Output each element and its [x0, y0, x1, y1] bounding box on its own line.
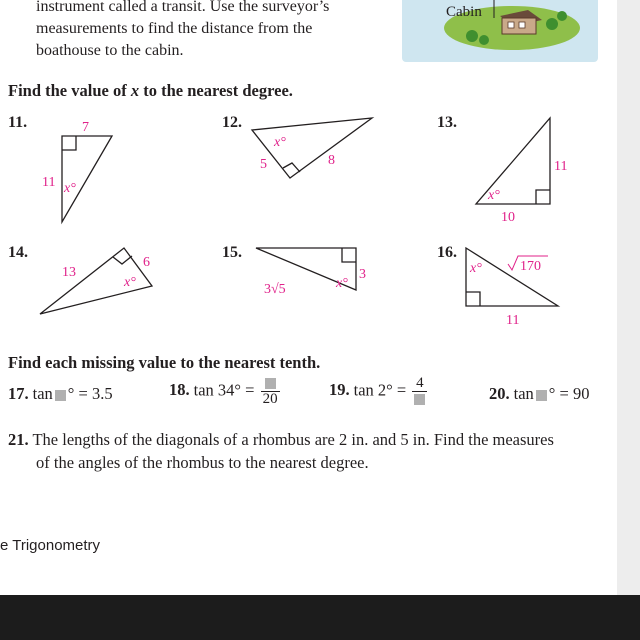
page-edge [617, 0, 640, 595]
blank-box [55, 390, 66, 401]
p17-post: ° = 3.5 [67, 384, 113, 403]
problem-number-15: 15. [222, 244, 242, 261]
chapter-footer: e Trigonometry [0, 537, 101, 554]
label-13-right: 11 [554, 159, 568, 174]
right-angle-marker [113, 256, 132, 264]
p20-pre: tan [513, 384, 534, 403]
problem-number-21: 21. [8, 430, 29, 449]
label-15-bottom: 3√5 [264, 282, 286, 297]
p21-line-2: of the angles of the rhombus to the nearest degree. [36, 453, 369, 472]
p18-denominator: 20 [262, 391, 278, 407]
p19-pre: tan 2° = [353, 380, 407, 400]
label-15-angle: x° [336, 276, 348, 291]
problem-number-14: 14. [8, 244, 28, 261]
triangle-11-shape [62, 136, 112, 222]
label-16-hyp-radical [508, 256, 548, 274]
problem-number-20: 20. [489, 384, 510, 403]
label-14-right: 6 [143, 255, 150, 270]
cabin-label: Cabin [446, 4, 482, 20]
label-16-hyp: 170 [520, 259, 541, 274]
label-11-left: 11 [42, 175, 56, 190]
label-14-angle: x° [124, 275, 136, 290]
problem-21 [8, 428, 638, 474]
heading-text: to the nearest degree. [139, 81, 293, 100]
p18-pre: tan 34° = [193, 380, 255, 400]
problem-number-16: 16. [437, 244, 457, 261]
p19-fraction [412, 376, 427, 407]
right-angle-marker [466, 292, 480, 306]
label-13-bottom: 10 [501, 210, 515, 225]
triangle-11 [62, 136, 112, 222]
blank-box [265, 378, 276, 389]
label-12-angle: x° [274, 135, 286, 150]
intro-line-1: instrument called a transit. Use the surveyor’s [36, 0, 330, 15]
p17-pre: tan [32, 384, 53, 403]
problem-19 [329, 376, 429, 407]
triangle-12-shape [252, 118, 372, 178]
p18-fraction [261, 376, 280, 407]
bottom-bar [0, 595, 640, 640]
right-angle-marker [536, 190, 550, 204]
label-12-right: 8 [328, 153, 335, 168]
problem-17 [8, 384, 113, 404]
heading-variable: x [130, 81, 140, 100]
label-11-top: 7 [82, 120, 89, 135]
problem-18 [169, 376, 282, 407]
blank-box [414, 394, 425, 405]
triangle-16 [466, 248, 558, 306]
label-16-angle: x° [470, 261, 482, 276]
intro-line-3: boathouse to the cabin. [36, 42, 184, 59]
problem-number-13: 13. [437, 114, 457, 131]
p20-post: ° = 90 [548, 384, 590, 403]
right-angle-marker [342, 248, 356, 262]
label-16-bottom: 11 [506, 313, 520, 328]
problem-number-18: 18. [169, 380, 190, 400]
right-angle-marker [283, 163, 300, 172]
label-14-left: 13 [62, 265, 76, 280]
triangle-12 [252, 118, 372, 178]
right-angle-marker [62, 136, 76, 150]
label-15-right: 3 [359, 267, 366, 282]
problem-number-11: 11. [8, 114, 28, 131]
problem-number-19: 19. [329, 380, 350, 400]
problem-20 [489, 384, 589, 404]
intro-line-2: measurements to find the distance from the [36, 20, 313, 37]
blank-box [536, 390, 547, 401]
heading-text: Find the value of [8, 81, 131, 100]
label-11-angle: x° [64, 181, 76, 196]
problem-number-12: 12. [222, 114, 242, 131]
label-12-left: 5 [260, 157, 267, 172]
problem-number-17: 17. [8, 384, 29, 403]
label-13-angle: x° [488, 188, 500, 203]
p21-line-1: The lengths of the diagonals of a rhombus are 2 in. and 5 in. Find the measures [32, 430, 554, 449]
p19-numerator: 4 [412, 376, 427, 392]
section2-heading: Find each missing value to the nearest tenth. [8, 353, 321, 372]
